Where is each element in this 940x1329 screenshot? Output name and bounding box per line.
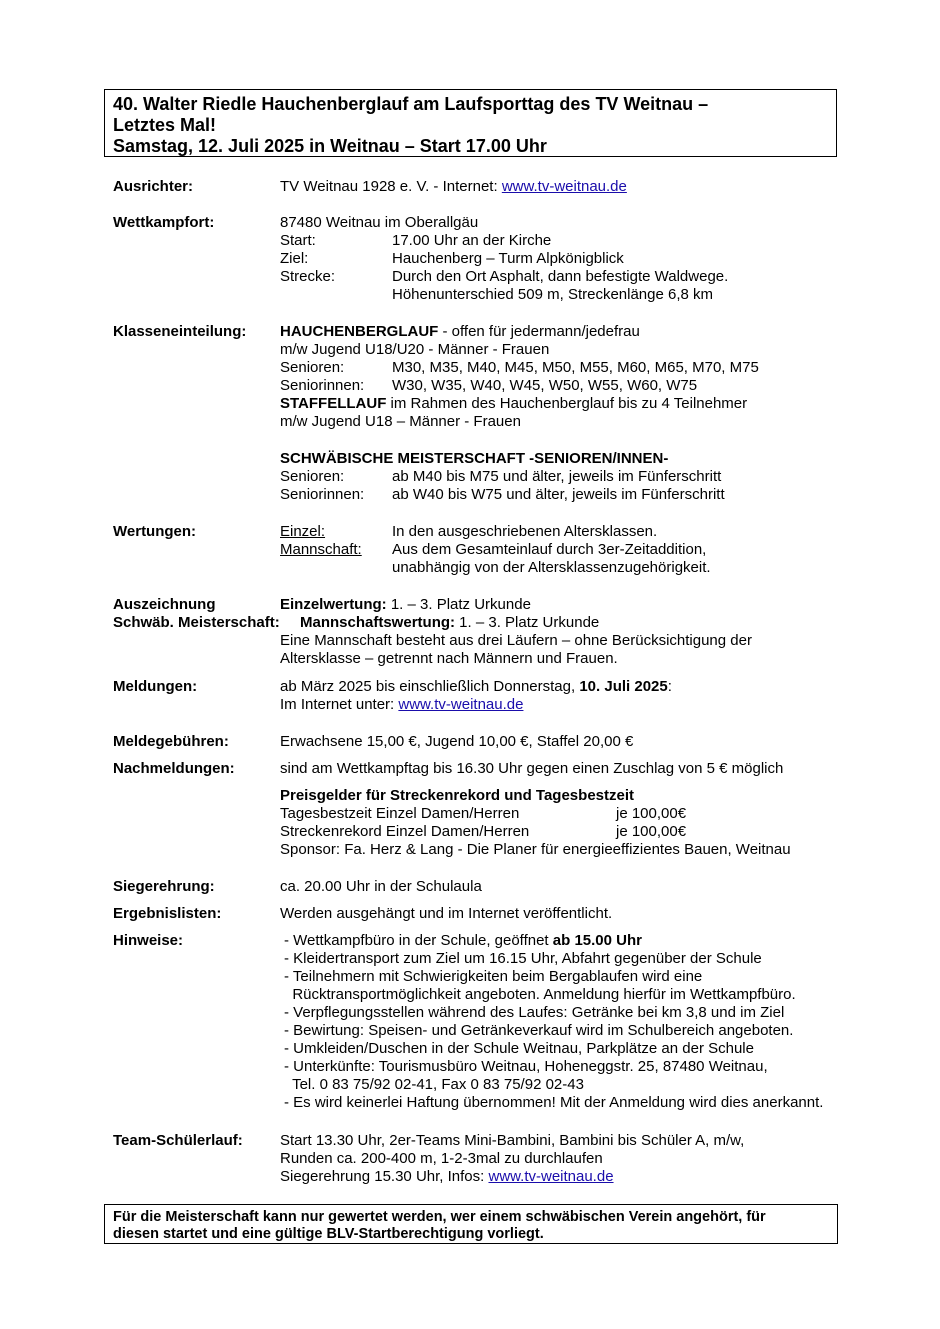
meldungen-text-2: Im Internet unter: www.tv-weitnau.de <box>280 696 524 713</box>
auszeichnung-text-1: Eine Mannschaft besteht aus drei Läufern – ohne Berücksichtigung der <box>280 632 752 649</box>
sm-senioren-value: ab M40 bis M75 und älter, jeweils im Fünferschritt <box>392 468 722 485</box>
meldungen-text-1: ab März 2025 bis einschließlich Donnerstag, 10. Juli 2025: <box>280 678 672 695</box>
footer-line-2: diesen startet und eine gültige BLV-Startberechtigung vorliegt. <box>113 1226 544 1242</box>
ausrichter-label: Ausrichter: <box>113 178 194 195</box>
seniorinnen-value: W30, W35, W40, W45, W50, W55, W60, W75 <box>392 377 698 394</box>
ziel-label: Ziel: <box>280 250 309 267</box>
staffellauf-line: STAFFELLAUF im Rahmen des Hauchenberglauf bis zu 4 Teilnehmer <box>280 395 748 412</box>
hinweise-line-3: - Teilnehmern mit Schwierigkeiten beim Bergablaufen wird eine <box>284 968 703 985</box>
siegerehrung-text: ca. 20.00 Uhr in der Schulaula <box>280 878 482 895</box>
hinweise-line-9: Tel. 0 83 75/92 02-41, Fax 0 83 75/92 02-43 <box>284 1076 584 1093</box>
hinweise-line-8: - Unterkünfte: Tourismusbüro Weitnau, Hoheneggstr. 25, 87480 Weitnau, <box>284 1058 768 1075</box>
sponsor-line: Sponsor: Fa. Herz & Lang - Die Planer für energieeffizientes Bauen, Weitnau <box>280 841 791 858</box>
title-line-3: Samstag, 12. Juli 2025 in Weitnau – Start 17.00 Uhr <box>113 136 547 156</box>
klassen-label: Klasseneinteilung: <box>113 323 247 340</box>
wettkampfort-label: Wettkampfort: <box>113 214 215 231</box>
streckenrekord-label: Streckenrekord Einzel Damen/Herren <box>280 823 530 840</box>
teamschuelerlauf-link[interactable]: www.tv-weitnau.de <box>488 1168 614 1185</box>
mannschaft-value-2: unabhängig von der Altersklassenzugehörigkeit. <box>392 559 711 576</box>
einzel-value: In den ausgeschriebenen Altersklassen. <box>392 523 658 540</box>
strecke-value-1: Durch den Ort Asphalt, dann befestigte Waldwege. <box>392 268 729 285</box>
einzelwertung-line: Einzelwertung: 1. – 3. Platz Urkunde <box>280 596 531 613</box>
sm-seniorinnen-label: Seniorinnen: <box>280 486 365 503</box>
teamschuelerlauf-label: Team-Schülerlauf: <box>113 1132 243 1149</box>
meldegebuehren-label: Meldegebühren: <box>113 733 229 750</box>
schwaeb-meisterschaft-label: Schwäb. Meisterschaft: <box>113 614 280 631</box>
teamschuelerlauf-line-1: Start 13.30 Uhr, 2er-Teams Mini-Bambini, Bambini bis Schüler A, m/w, <box>280 1132 745 1149</box>
hinweise-line-10: - Es wird keinerlei Haftung übernommen! Mit der Anmeldung wird dies anerkannt. <box>284 1094 824 1111</box>
ausrichter-link[interactable]: www.tv-weitnau.de <box>501 178 627 195</box>
tagesbestzeit-label: Tagesbestzeit Einzel Damen/Herren <box>280 805 520 822</box>
ausrichter-text: TV Weitnau 1928 e. V. - Internet: www.tv-weitnau.de <box>280 178 627 195</box>
senioren-value: M30, M35, M40, M45, M50, M55, M60, M65, M70, M75 <box>392 359 759 376</box>
title-line-2: Letztes Mal! <box>113 115 217 135</box>
nachmeldungen-text: sind am Wettkampftag bis 16.30 Uhr gegen einen Zuschlag von 5 € möglich <box>280 760 784 777</box>
title-line-1: 40. Walter Riedle Hauchenberglauf am Laufsporttag des TV Weitnau – <box>113 94 709 114</box>
jugend-line: m/w Jugend U18/U20 - Männer - Frauen <box>280 341 550 358</box>
meldungen-label: Meldungen: <box>113 678 198 695</box>
hauchenberglauf-line: HAUCHENBERGLAUF - offen für jedermann/jedefrau <box>280 323 640 340</box>
teamschuelerlauf-line-2: Runden ca. 200-400 m, 1-2-3mal zu durchlaufen <box>280 1150 603 1167</box>
sm-senioren-label: Senioren: <box>280 468 345 485</box>
hinweise-line-7: - Umkleiden/Duschen in der Schule Weitnau, Parkplätze an der Schule <box>284 1040 754 1057</box>
tagesbestzeit-value: je 100,00€ <box>616 805 687 822</box>
schwaebische-heading: SCHWÄBISCHE MEISTERSCHAFT -SENIOREN/INNEN- <box>280 450 669 467</box>
meldegebuehren-text: Erwachsene 15,00 €, Jugend 10,00 €, Staffel 20,00 € <box>280 733 634 750</box>
strecke-label: Strecke: <box>280 268 336 285</box>
footer-line-1: Für die Meisterschaft kann nur gewertet werden, wer einem schwäbischen Verein angehört, für <box>113 1209 766 1225</box>
hinweise-line-4: Rücktransportmöglichkeit angeboten. Anmeldung hierfür im Wettkampfbüro. <box>284 986 796 1003</box>
mannschaft-label: Mannschaft: <box>280 541 362 558</box>
start-label: Start: <box>280 232 316 249</box>
ergebnislisten-text: Werden ausgehängt und im Internet veröffentlicht. <box>280 905 613 922</box>
auszeichnung-label: Auszeichnung <box>113 596 216 613</box>
nachmeldungen-label: Nachmeldungen: <box>113 760 235 777</box>
hinweise-line-2: - Kleidertransport zum Ziel um 16.15 Uhr, Abfahrt gegenüber der Schule <box>284 950 762 967</box>
strecke-value-2: Höhenunterschied 509 m, Streckenlänge 6,8 km <box>392 286 714 303</box>
sm-seniorinnen-value: ab W40 bis W75 und älter, jeweils im Fünferschritt <box>392 486 725 503</box>
hinweise-line-1: - Wettkampfbüro in der Schule, geöffnet ab 15.00 Uhr <box>284 932 642 949</box>
wertungen-label: Wertungen: <box>113 523 197 540</box>
siegerehrung-label: Siegerehrung: <box>113 878 215 895</box>
ergebnislisten-label: Ergebnislisten: <box>113 905 222 922</box>
auszeichnung-text-2: Altersklasse – getrennt nach Männern und Frauen. <box>280 650 618 667</box>
staffel-jugend-line: m/w Jugend U18 – Männer - Frauen <box>280 413 521 430</box>
meldungen-link[interactable]: www.tv-weitnau.de <box>398 696 524 713</box>
senioren-label: Senioren: <box>280 359 345 376</box>
hinweise-label: Hinweise: <box>113 932 184 949</box>
mannschaft-value-1: Aus dem Gesamteinlauf durch 3er-Zeitaddition, <box>392 541 707 558</box>
ziel-value: Hauchenberg – Turm Alpkönigblick <box>392 250 624 267</box>
hinweise-line-5: - Verpflegungsstellen während des Laufes: Getränke bei km 3,8 und im Ziel <box>284 1004 785 1021</box>
seniorinnen-label: Seniorinnen: <box>280 377 365 394</box>
wettkampfort-line1: 87480 Weitnau im Oberallgäu <box>280 214 479 231</box>
einzel-label: Einzel: <box>280 523 326 540</box>
streckenrekord-value: je 100,00€ <box>616 823 687 840</box>
preisgelder-heading: Preisgelder für Streckenrekord und Tagesbestzeit <box>280 787 635 804</box>
mannschaftswertung-line: Mannschaftswertung: 1. – 3. Platz Urkunde <box>300 614 600 631</box>
teamschuelerlauf-line-3: Siegerehrung 15.30 Uhr, Infos: www.tv-weitnau.de <box>280 1168 614 1185</box>
hinweise-line-6: - Bewirtung: Speisen- und Getränkeverkauf wird im Schulbereich angeboten. <box>284 1022 794 1039</box>
start-value: 17.00 Uhr an der Kirche <box>392 232 552 249</box>
